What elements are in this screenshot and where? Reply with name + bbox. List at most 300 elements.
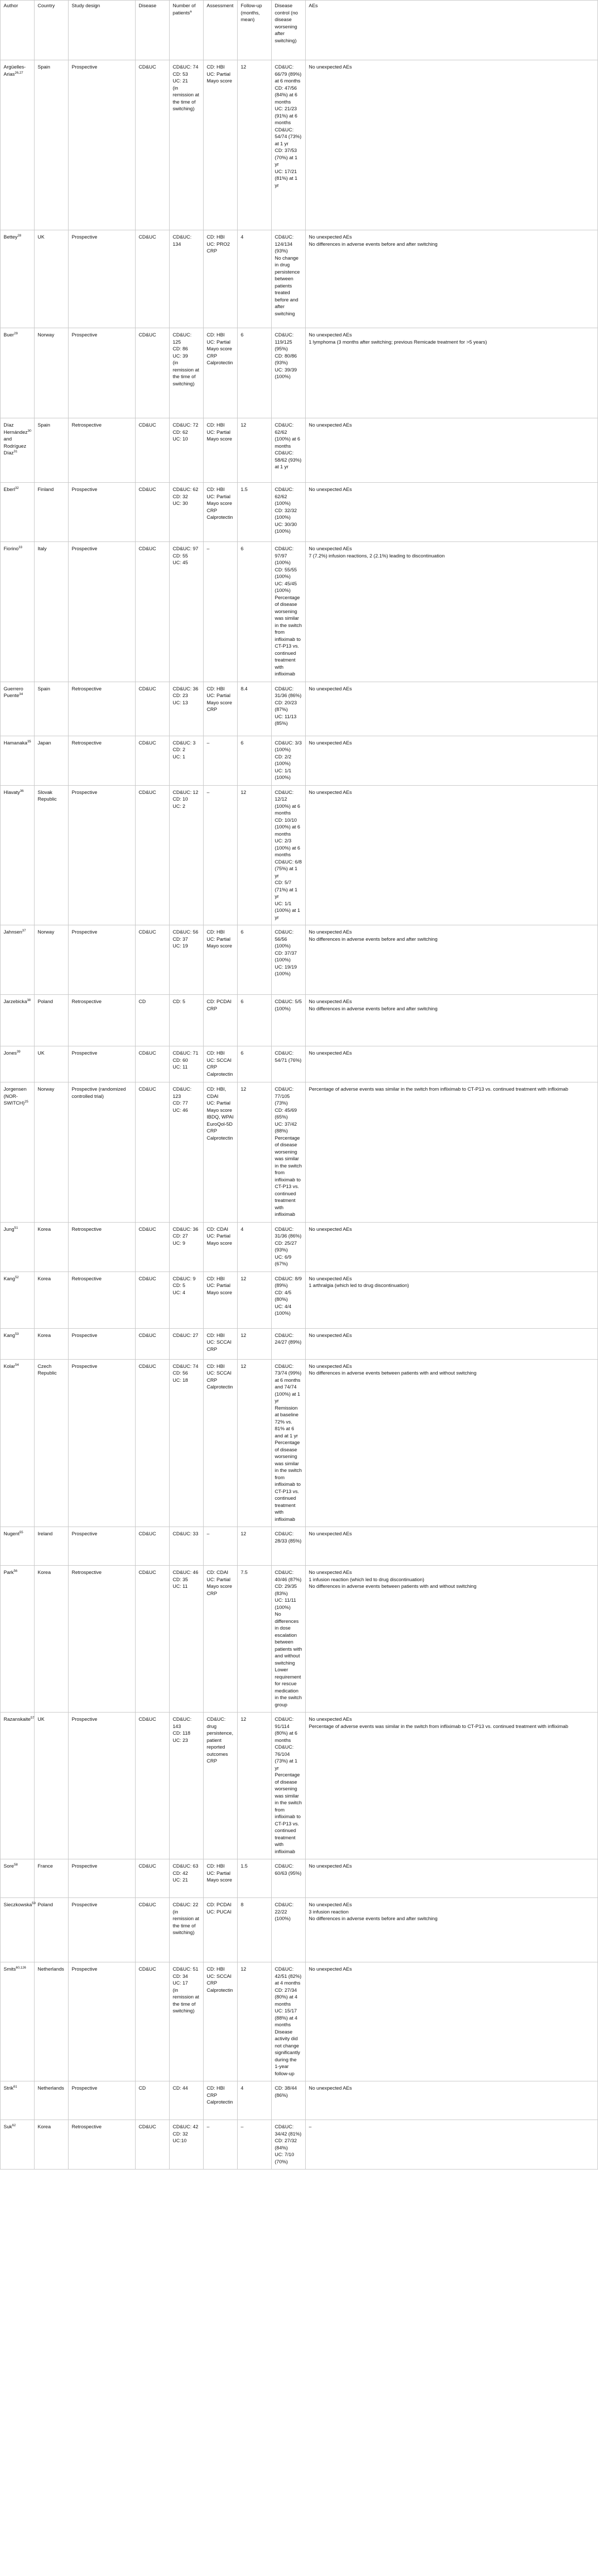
author-reference: 62: [12, 2123, 16, 2127]
patients-line: UC: 1: [173, 754, 186, 760]
cell-assessment: [204, 2120, 238, 2170]
disease-control-line: UC: 45/45 (100%): [275, 581, 298, 594]
cell-country: Netherlands: [35, 2081, 69, 2120]
disease-control-line: CD: 20/23 (87%): [275, 700, 298, 713]
cell-aes: [306, 1898, 598, 1962]
cell-aes: [306, 925, 598, 995]
disease-control-line: CD&UC: 62/62 (100%) at 6 months: [275, 422, 302, 449]
aes-line: No unexpected AEs: [309, 1332, 352, 1338]
cell-study-design: Prospective: [69, 1713, 136, 1859]
cell-disease-control: [272, 1898, 306, 1962]
cell-study-design: Retrospective: [69, 1222, 136, 1272]
cell-follow-up: 6: [238, 736, 272, 785]
patients-line: UC: 11: [173, 1584, 188, 1589]
cell-aes: [306, 1046, 598, 1082]
cell-author: [1, 1566, 35, 1713]
assessment-line: UC: Partial Mayo score: [207, 1283, 232, 1296]
aes-line: No unexpected AEs: [309, 2086, 352, 2091]
cell-disease: CD&UC: [136, 1898, 170, 1962]
assessment-line: CD: HBI, CDAI: [207, 1087, 228, 1099]
disease-control-line: Remission at baseline 72% vs. 81% at 6 and at 1 yr: [275, 1405, 300, 1439]
cell-disease-control: [272, 1359, 306, 1527]
cell-author: [1, 483, 35, 542]
cell-assessment: [204, 736, 238, 785]
author-reference: 56: [13, 1569, 18, 1573]
author-reference: 55: [19, 1530, 23, 1534]
author-name: Fiorino: [4, 546, 19, 552]
table-row: [1, 1359, 598, 1527]
author-reference: 57: [30, 1716, 35, 1720]
assessment-line: CRP: [207, 1980, 218, 1986]
assessment-line: CD: HBI: [207, 332, 225, 338]
disease-control-line: UC: 37/42 (88%): [275, 1121, 298, 1134]
author-name: Eberl: [4, 487, 15, 493]
cell-disease: CD&UC: [136, 1527, 170, 1566]
disease-control-line: CD&UC: 24/27 (89%): [275, 1332, 302, 1345]
disease-control-line: CD: 55/55 (100%): [275, 567, 298, 580]
patients-line: CD: 32: [173, 494, 188, 500]
patients-line: CD&UC: 63: [173, 1863, 198, 1869]
cell-follow-up: 1.5: [238, 483, 272, 542]
cell-study-design: Prospective: [69, 230, 136, 328]
patients-line: CD: 27: [173, 1233, 188, 1239]
cell-patients: [170, 418, 204, 483]
aes-line: No unexpected AEs: [309, 234, 352, 240]
disease-control-line: CD&UC: 42/51 (82%) at 4 months: [275, 1967, 303, 1986]
disease-control-line: CD&UC: 73/74 (99%) at 6 months and 74/74 (100%) at 1 yr: [275, 1363, 303, 1404]
author-reference: 51: [14, 1226, 18, 1230]
author-reference: 29: [14, 331, 18, 335]
author-name: Jarzebicka: [4, 999, 27, 1005]
author-reference: 33: [19, 545, 23, 549]
disease-control-line: CD: 2/2 (100%): [275, 754, 293, 767]
author-reference: 59: [31, 1901, 36, 1905]
cell-follow-up: 6: [238, 1046, 272, 1082]
patients-line: CD&UC: 143: [173, 1717, 193, 1730]
assessment-line: CD: HBI: [207, 1332, 225, 1338]
cell-study-design: Prospective: [69, 925, 136, 995]
aes-line: –: [309, 2124, 312, 2130]
cell-study-design: Prospective: [69, 1898, 136, 1962]
disease-control-line: CD: 4/5 (80%): [275, 1290, 293, 1302]
aes-line: No unexpected AEs: [309, 929, 352, 935]
author-reference: 25: [24, 1099, 28, 1104]
patients-line: UC: 11: [173, 1064, 188, 1070]
cell-follow-up: 8.4: [238, 682, 272, 736]
cell-disease: CD&UC: [136, 328, 170, 418]
assessment-line: UC: Partial Mayo score: [207, 693, 232, 706]
table-row: [1, 736, 598, 785]
cell-assessment: [204, 1046, 238, 1082]
cell-assessment: [204, 1328, 238, 1359]
assessment-line: CD: PCDAI: [207, 1902, 232, 1908]
patients-line: (in remission at the time of switching): [173, 1987, 201, 2014]
aes-line: No unexpected AEs: [309, 1276, 352, 1282]
author-name: Sore: [4, 1863, 14, 1869]
cell-country: Netherlands: [35, 1962, 69, 2081]
disease-control-line: CD&UC: 91/114 (80%) at 6 months: [275, 1717, 299, 1743]
disease-control-line: UC: 11/11 (100%): [275, 1598, 298, 1611]
cell-aes: [306, 60, 598, 230]
cell-disease: CD&UC: [136, 1272, 170, 1328]
aes-line: 1 infusion reaction (which led to drug discontinuation): [309, 1577, 424, 1583]
cell-patients: [170, 2120, 204, 2170]
assessment-line: EuroQol-5D: [207, 1121, 233, 1127]
cell-study-design: Prospective: [69, 1046, 136, 1082]
cell-aes: [306, 483, 598, 542]
patients-line: CD&UC: 72: [173, 422, 198, 428]
author-name: Strik: [4, 2086, 13, 2091]
patients-line: UC: 46: [173, 1107, 188, 1113]
patients-line: UC: 19: [173, 943, 188, 949]
patients-line: CD: 34: [173, 1973, 188, 1979]
cell-patients: [170, 785, 204, 925]
header-country: Country: [35, 1, 69, 60]
table-row: [1, 925, 598, 995]
disease-control-line: CD&UC: 8/9 (89%): [275, 1276, 303, 1289]
disease-control-line: UC: 19/19 (100%): [275, 964, 298, 977]
disease-control-line: UC: 2/3 (100%) at 6 months: [275, 838, 302, 858]
cell-disease: CD&UC: [136, 1046, 170, 1082]
table-row: [1, 1859, 598, 1898]
assessment-line: Calprotectin: [207, 1987, 233, 1993]
cell-disease-control: [272, 483, 306, 542]
cell-aes: [306, 1359, 598, 1527]
patients-line: CD: 86: [173, 346, 188, 352]
author-reference: 61: [13, 2084, 18, 2089]
disease-control-line: CD: 10/10 (100%) at 6 months: [275, 817, 302, 837]
cell-aes: [306, 1328, 598, 1359]
cell-follow-up: 7.5: [238, 1566, 272, 1713]
cell-aes: [306, 736, 598, 785]
cell-disease: CD&UC: [136, 1962, 170, 2081]
assessment-line: Calprotectin: [207, 360, 233, 366]
cell-patients: [170, 483, 204, 542]
assessment-line: CRP: [207, 2092, 218, 2098]
author-name: Hlavaty: [4, 789, 20, 795]
assessment-line: UC: Partial Mayo score: [207, 1100, 232, 1113]
aes-line: No unexpected AEs: [309, 686, 352, 692]
cell-author: [1, 995, 35, 1046]
patients-line: CD&UC: 27: [173, 1332, 198, 1338]
author-name: Jung: [4, 1226, 14, 1232]
cell-assessment: [204, 995, 238, 1046]
cell-disease-control: [272, 1272, 306, 1328]
patients-line: UC: 39: [173, 353, 188, 359]
disease-control-line: UC: 11/13 (85%): [275, 714, 298, 726]
cell-aes: [306, 2081, 598, 2120]
patients-line: UC: 23: [173, 1737, 188, 1743]
disease-control-line: Percentage of disease worsening was similar in the switch from infliximab to CT-P13 vs. continued treatment with infliximab: [275, 1772, 303, 1855]
patients-line: CD&UC: 74: [173, 64, 198, 70]
author-reference: 54: [15, 1363, 19, 1367]
disease-control-line: Lower requirement for rescue medication in the switch group: [275, 1667, 303, 1708]
disease-control-line: Disease activity did not change significantly during the 1-year follow-up: [275, 2029, 302, 2077]
table-row: [1, 542, 598, 682]
cell-assessment: [204, 1898, 238, 1962]
disease-control-line: CD&UC: 5/5 (100%): [275, 999, 303, 1012]
cell-patients: [170, 1222, 204, 1272]
cell-study-design: Prospective: [69, 2081, 136, 2120]
cell-assessment: [204, 1566, 238, 1713]
patients-line: CD&UC: 62: [173, 487, 198, 493]
aes-line: No unexpected AEs: [309, 999, 352, 1005]
table-row: [1, 60, 598, 230]
patients-line: CD&UC: 51: [173, 1967, 198, 1972]
patients-line: CD: 77: [173, 1100, 188, 1106]
cell-author: [1, 682, 35, 736]
table-row: [1, 785, 598, 925]
patients-line: CD: 5: [173, 999, 186, 1005]
disease-control-line: CD: 29/35 (83%): [275, 1584, 298, 1597]
author-reference: 60,126: [15, 1965, 26, 1970]
author-name: Suk: [4, 2124, 12, 2130]
patients-line: CD&UC: 125: [173, 332, 193, 345]
disease-control-line: CD: 5/7 (71%) at 1 yr: [275, 880, 299, 900]
cell-author: [1, 1527, 35, 1566]
cell-patients: [170, 682, 204, 736]
table-row: [1, 418, 598, 483]
aes-line: No unexpected AEs: [309, 332, 352, 338]
assessment-line: CD: HBI: [207, 64, 225, 70]
patients-line: UC: 21: [173, 78, 188, 84]
aes-line: 7 (7.2%) infusion reactions, 2 (2.1%) leading to discontinuation: [309, 553, 445, 559]
cell-author: [1, 230, 35, 328]
cell-disease-control: [272, 1962, 306, 2081]
cell-aes: [306, 2120, 598, 2170]
author-name: Hamanaka: [4, 740, 27, 746]
cell-disease-control: [272, 1566, 306, 1713]
patients-line: CD: 55: [173, 553, 188, 559]
disease-control-line: Percentage of disease worsening was similar in the switch from infliximab to CT-P13 vs. continued treatment with infliximab: [275, 1135, 303, 1217]
patients-line: CD: 23: [173, 693, 188, 699]
cell-aes: [306, 230, 598, 328]
cell-assessment: [204, 1859, 238, 1898]
author-reference: 36: [20, 789, 24, 793]
cell-patients: [170, 1272, 204, 1328]
cell-country: Finland: [35, 483, 69, 542]
assessment-line: UC: Partial Mayo score: [207, 936, 232, 949]
cell-follow-up: 4: [238, 1222, 272, 1272]
cell-follow-up: 12: [238, 1359, 272, 1527]
patients-line: CD&UC: 97: [173, 546, 198, 552]
assessment-line: CRP: [207, 248, 218, 254]
disease-control-line: CD&UC: 31/36 (86%): [275, 1226, 302, 1239]
assessment-line: CD: CDAI: [207, 1570, 228, 1575]
author-reference: 32: [15, 486, 19, 490]
author-name: Kolar: [4, 1363, 15, 1369]
cell-disease-control: [272, 682, 306, 736]
cell-author: [1, 925, 35, 995]
patients-line: CD: 44: [173, 2086, 188, 2091]
patients-line: CD&UC: 33: [173, 1531, 198, 1537]
disease-control-line: CD: 27/34 (80%) at 4 months: [275, 1987, 299, 2007]
disease-control-line: UC: 15/17 (88%) at 4 months: [275, 2008, 299, 2028]
patients-line: (in remission at the time of switching): [173, 85, 201, 112]
author-reference: 26,27: [14, 71, 23, 75]
assessment-line: UC: Partial Mayo score: [207, 1870, 232, 1883]
author-name-secondary: and Rodríguez Díaz: [4, 436, 26, 456]
cell-follow-up: 12: [238, 60, 272, 230]
patients-line: CD&UC: 56: [173, 929, 198, 935]
assessment-line: CD: HBI: [207, 2086, 225, 2091]
disease-control-line: CD&UC: 97/97 (100%): [275, 546, 295, 566]
cell-assessment: [204, 230, 238, 328]
patients-line: UC: 10: [173, 436, 188, 442]
disease-control-line: CD&UC: 3/3 (100%): [275, 740, 303, 753]
cell-disease: CD&UC: [136, 542, 170, 682]
cell-country: Korea: [35, 2120, 69, 2170]
header-number-of-patients-label: Number of patients: [173, 3, 196, 16]
assessment-line: CRP: [207, 1377, 218, 1383]
cell-study-design: Prospective: [69, 60, 136, 230]
disease-control-line: No change in drug persistence between patients treated before and after switching: [275, 255, 302, 317]
cell-aes: [306, 1222, 598, 1272]
cell-aes: [306, 542, 598, 682]
cell-author: [1, 542, 35, 682]
patients-line: CD: 35: [173, 1577, 188, 1583]
cell-disease-control: [272, 60, 306, 230]
cell-follow-up: 4: [238, 2081, 272, 2120]
patients-line: UC: 13: [173, 700, 188, 706]
cell-country: Korea: [35, 1222, 69, 1272]
patients-line: UC: 2: [173, 803, 186, 809]
cell-study-design: Prospective: [69, 1962, 136, 2081]
aes-line: 1 lymphoma (3 months after switching; previous Remicade treatment for >5 years): [309, 339, 487, 345]
assessment-line: –: [207, 546, 210, 552]
cell-author: [1, 1046, 35, 1082]
cell-study-design: Retrospective: [69, 418, 136, 483]
cell-aes: [306, 1082, 598, 1223]
disease-control-line: Percentage of disease worsening was similar in the switch from infliximab to CT-P13 vs. continued treatment with infliximab: [275, 1440, 303, 1522]
cell-author: [1, 2120, 35, 2170]
cell-country: France: [35, 1859, 69, 1898]
author-name: Razanskaite: [4, 1717, 31, 1722]
assessment-line: CRP: [207, 707, 218, 713]
disease-control-line: CD: 32/32 (100%): [275, 507, 298, 520]
cell-aes: [306, 1566, 598, 1713]
disease-control-line: CD&UC: 34/42 (81%): [275, 2124, 302, 2137]
assessment-line: UC: Partial Mayo score: [207, 71, 232, 84]
cell-assessment: [204, 418, 238, 483]
cell-assessment: [204, 483, 238, 542]
assessment-line: CRP: [207, 1346, 218, 1352]
assessment-line: UC: Partial Mayo score: [207, 1577, 232, 1589]
disease-control-line: CD: 27/32 (84%): [275, 2138, 298, 2151]
cell-follow-up: 12: [238, 1962, 272, 2081]
table-row: [1, 1898, 598, 1962]
aes-line: No unexpected AEs: [309, 422, 352, 428]
cell-disease-control: [272, 1222, 306, 1272]
assessment-line: UC: Partial Mayo score: [207, 1233, 232, 1246]
assessment-line: –: [207, 2124, 210, 2130]
patients-line: CD&UC: 74: [173, 1363, 198, 1369]
author-name: Park: [4, 1570, 14, 1575]
assessment-line: CD: CDAI: [207, 1226, 228, 1232]
assessment-line: CD: HBI: [207, 422, 225, 428]
cell-country: Poland: [35, 1898, 69, 1962]
disease-control-line: UC: 17/21 (81%) at 1 yr: [275, 168, 299, 189]
disease-control-line: CD: 45/69 (65%): [275, 1107, 298, 1120]
cell-disease: CD&UC: [136, 483, 170, 542]
patients-line: UC: 30: [173, 501, 188, 506]
author-reference: 28: [17, 233, 22, 238]
disease-control-line: CD&UC: 31/36 (86%): [275, 686, 302, 699]
disease-control-line: CD&UC: 77/105 (73%): [275, 1087, 295, 1106]
cell-disease: CD&UC: [136, 1222, 170, 1272]
cell-assessment: [204, 1082, 238, 1223]
header-author: Author: [1, 1, 35, 60]
assessment-line: CD: HBI: [207, 1363, 225, 1369]
disease-control-line: UC: 4/4 (100%): [275, 1303, 293, 1316]
disease-control-line: No differences in dose escalation between patients with and without switching: [275, 1612, 304, 1666]
patients-line: CD: 62: [173, 429, 188, 435]
cell-patients: [170, 2081, 204, 2120]
cell-study-design: Prospective: [69, 785, 136, 925]
disease-control-line: CD&UC: 54/71 (76%): [275, 1050, 302, 1063]
cell-patients: [170, 230, 204, 328]
aes-line: No differences in adverse events before and after switching: [309, 1006, 438, 1012]
cell-country: Japan: [35, 736, 69, 785]
aes-line: 1 arthralgia (which led to drug discontinuation): [309, 1283, 409, 1289]
cell-patients: [170, 542, 204, 682]
cell-follow-up: 12: [238, 1328, 272, 1359]
assessment-line: CD: HBI: [207, 1863, 225, 1869]
author-name: Jones: [4, 1050, 17, 1056]
aes-line: No unexpected AEs: [309, 1531, 352, 1537]
author-reference-secondary: 31: [13, 449, 18, 453]
patients-line: CD&UC: 123: [173, 1087, 193, 1099]
disease-control-line: CD&UC: 12/12 (100%) at 6 months: [275, 789, 302, 816]
patients-line: CD: 53: [173, 71, 188, 77]
cell-country: Spain: [35, 60, 69, 230]
disease-control-line: Percentage of disease worsening was similar in the switch from infliximab to CT-P13 vs. continued treatment with infliximab: [275, 595, 303, 677]
cell-author: [1, 2081, 35, 2120]
patients-line: UC: 4: [173, 1290, 186, 1296]
cell-author: [1, 1962, 35, 2081]
patients-line: CD: 42: [173, 1870, 188, 1876]
disease-control-line: UC: 30/30 (100%): [275, 521, 298, 534]
cell-patients: [170, 1046, 204, 1082]
disease-control-line: CD&UC: 62/62 (100%): [275, 487, 295, 506]
cell-patients: [170, 1082, 204, 1223]
author-reference: 53: [15, 1332, 19, 1336]
cell-assessment: [204, 1527, 238, 1566]
assessment-line: CD&UC: drug persistence, patient reported outcomes: [207, 1717, 235, 1757]
cell-aes: [306, 418, 598, 483]
cell-study-design: Prospective: [69, 483, 136, 542]
disease-control-line: CD: 38/44 (86%): [275, 2086, 298, 2098]
assessment-line: CD: HBI: [207, 1967, 225, 1972]
cell-assessment: [204, 542, 238, 682]
cell-patients: [170, 1859, 204, 1898]
table-row: [1, 1527, 598, 1566]
patients-line: UC: 21: [173, 1877, 188, 1883]
assessment-line: UC: PRO2: [207, 241, 230, 247]
cell-study-design: Retrospective: [69, 682, 136, 736]
cell-country: Poland: [35, 995, 69, 1046]
author-name: Kang: [4, 1276, 15, 1282]
disease-control-line: UC: 7/10 (70%): [275, 2152, 296, 2165]
author-reference: 37: [22, 928, 26, 933]
aes-line: No unexpected AEs: [309, 64, 352, 70]
cell-country: Slovak Republic: [35, 785, 69, 925]
assessment-line: CD: HBI: [207, 234, 225, 240]
disease-control-line: CD&UC: 60/63 (95%): [275, 1863, 302, 1876]
cell-author: [1, 60, 35, 230]
cell-follow-up: 4: [238, 230, 272, 328]
cell-assessment: [204, 682, 238, 736]
